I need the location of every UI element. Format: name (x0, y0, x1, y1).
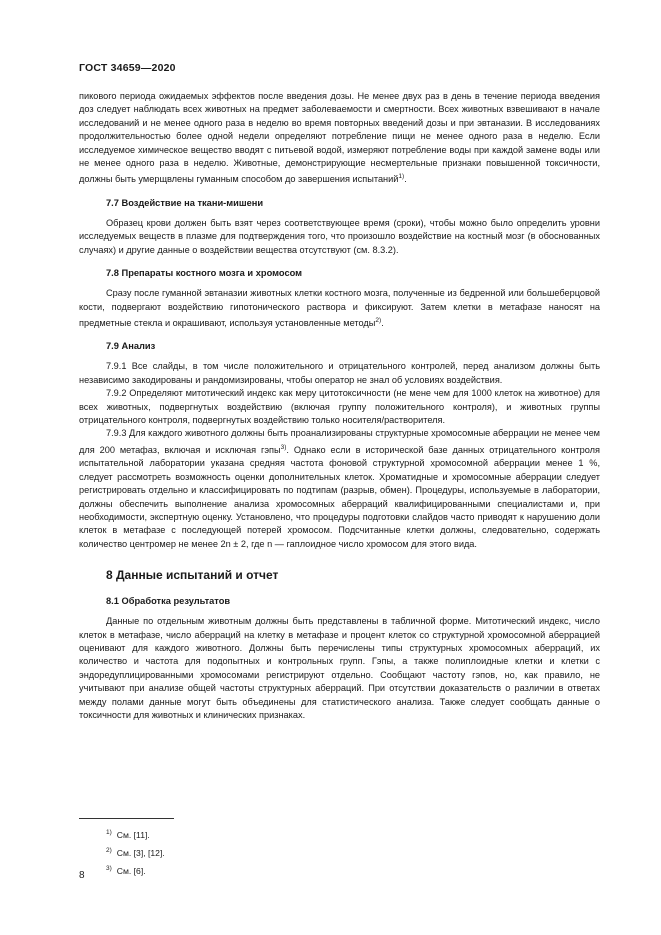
subsection-heading: 8.1 Обработка результатов (106, 596, 231, 607)
footnotes (106, 825, 165, 879)
footnote-mark: 2) (106, 846, 112, 854)
section-heading: 8 Данные испытаний и отчет (106, 568, 279, 583)
paragraph-text: Сразу после гуманной эвтаназии животных клетки костного мозга, полученные из бедренной или большеберцовой кости, подвергают воздействию гипотонического раствора и фиксируют. Затем клетки в метафазе наносят на предметные стекла и окрашивают, используя установленные методы (79, 288, 600, 328)
paragraph-text: Образец крови должен быть взят через соответствующее время (сроки), чтобы можно было определить уровни исследуемых веществ в плазме для подтверждения того, что произошло воздействие на костный мозг (в обоснованных случаях) и другие данные о воздействии вещества отсутствуют (см. 8.3.2). (79, 217, 600, 255)
footnote-ref: 3) (280, 443, 287, 451)
footnote-text: См. [3], [12]. (116, 847, 165, 858)
document-header: ГОСТ 34659—2020 (79, 62, 176, 74)
page-number: 8 (79, 870, 85, 881)
paragraph-text: 7.9.2 Определяют митотический индекс как меру цитотоксичности (не мене чем для 1000 клеток на животное) для всех животных, подвергнутых воздействию (включая группу положительного контроля), и животных группы отрицательного контроля, подвергнутых воздействию только носителя/растворителя. (79, 388, 600, 426)
subsection-heading: 7.9 Анализ (106, 341, 156, 352)
paragraph-text: Данные по отдельным животным должны быть представлены в табличной форме. Митотический индекс, число клеток в метафазе, число аберраций на клетку в метафазе и процент клеток со структурной хромосомной аберрацией оценивают для каждого животного. Должны быть перечислены типы структурных хромосомных аберраций, их количество и частота для подопытных и контрольных групп. Гэпы, а также полиплоидные клетки и клетки с эндоредуплицированными хромосомами регистрируют отдельно. Сообщают частоту гэпов, но, как правило, не учитывают при анализе общей частоты структурных аберраций. При отсутствии доказательств о различии в ответах между полами данные могут быть объединены для статистического анализа. Также следует сообщать данные о токсичности для животных и клинических признаках. (79, 616, 600, 720)
paragraph (79, 387, 600, 427)
subsection-heading: 7.8 Препараты костного мозга и хромосом (106, 268, 303, 279)
paragraph-text-continued: . (404, 174, 407, 185)
footnote-separator (79, 818, 174, 819)
footnote-ref: 2) (375, 316, 382, 324)
paragraph-text: 7.9.3 Для каждого животного должны быть проанализированы структурные хромосомные аберрации не менее чем для 200 метафаз, включая и исключая гэпы (79, 428, 600, 455)
footnote-text: См. [6]. (116, 865, 146, 876)
paragraph-text: 7.9.1 Все слайды, в том числе положительного и отрицательного контролей, перед анализом должны быть независимо закодированы и рандомизированы, чтобы оператор не знал об условиях воздействия. (79, 361, 600, 385)
footnote-mark: 3) (106, 864, 112, 872)
footnote (106, 861, 165, 879)
subsection-heading: 7.7 Воздействие на ткани-мишени (106, 197, 264, 208)
paragraph-text-continued: . (381, 318, 384, 328)
paragraph-text: пикового периода ожидаемых эффектов после введения дозы. Не менее двух раз в день в течение периода введения доз следует наблюдать всех животных на предмет заболеваемости и смертности. Всех животных взвешивают в начале исследований и не менее одного раза в неделю во время повторных введений дозы и при эвтаназии. В исследованиях продолжительностью более одной недели определяют потребление пищи не менее одного раза в неделю. Если исследуемое химическое вещество вводят с питьевой водой, измеряют потребление воды при каждой замене воды или не менее одного раза в неделю. Животные, демонстрирующие несмертельные признаки повышенной токсичности, должны быть умерщвлены гуманным способом до завершения испытаний (79, 91, 600, 185)
footnote (106, 825, 165, 843)
paragraph (79, 615, 600, 722)
paragraph (79, 360, 600, 387)
paragraph (79, 90, 600, 187)
paragraph-text-continued: . Однако если в исторической базе данных отрицательного контроля испытательной лаборатории указана средняя частота фоновой структурной хромосомной аберрации менее 1 %, следует рассмотреть возможность оценки дополнительных клеток. Хроматидные и хромосомные аберрации следует регистрировать отдельно и классифицировать по подтипам (разрыв, обмен). Процедуры, используемые в лаборатории, должны обеспечить выполнение анализа хромосомных аберраций квалифицированными специалистами и, при необходимости, экспертную оценку. Установлено, что процедуры подготовки слайдов часто приводят к нарушению доли клеток в метафазе с последующей потерей хромосом. Подсчитанные клетки должны, следовательно, содержать количество центромер не менее 2n ± 2, где n — гаплоидное число хромосом для этого вида. (79, 444, 601, 549)
footnote-ref: 1) (398, 173, 405, 181)
paragraph (79, 287, 600, 330)
paragraph (79, 217, 600, 257)
footnote-mark: 1) (106, 829, 112, 836)
document-body (79, 90, 600, 722)
footnote-text: См. [11]. (116, 829, 150, 840)
footnote (106, 843, 165, 861)
paragraph (79, 427, 600, 551)
